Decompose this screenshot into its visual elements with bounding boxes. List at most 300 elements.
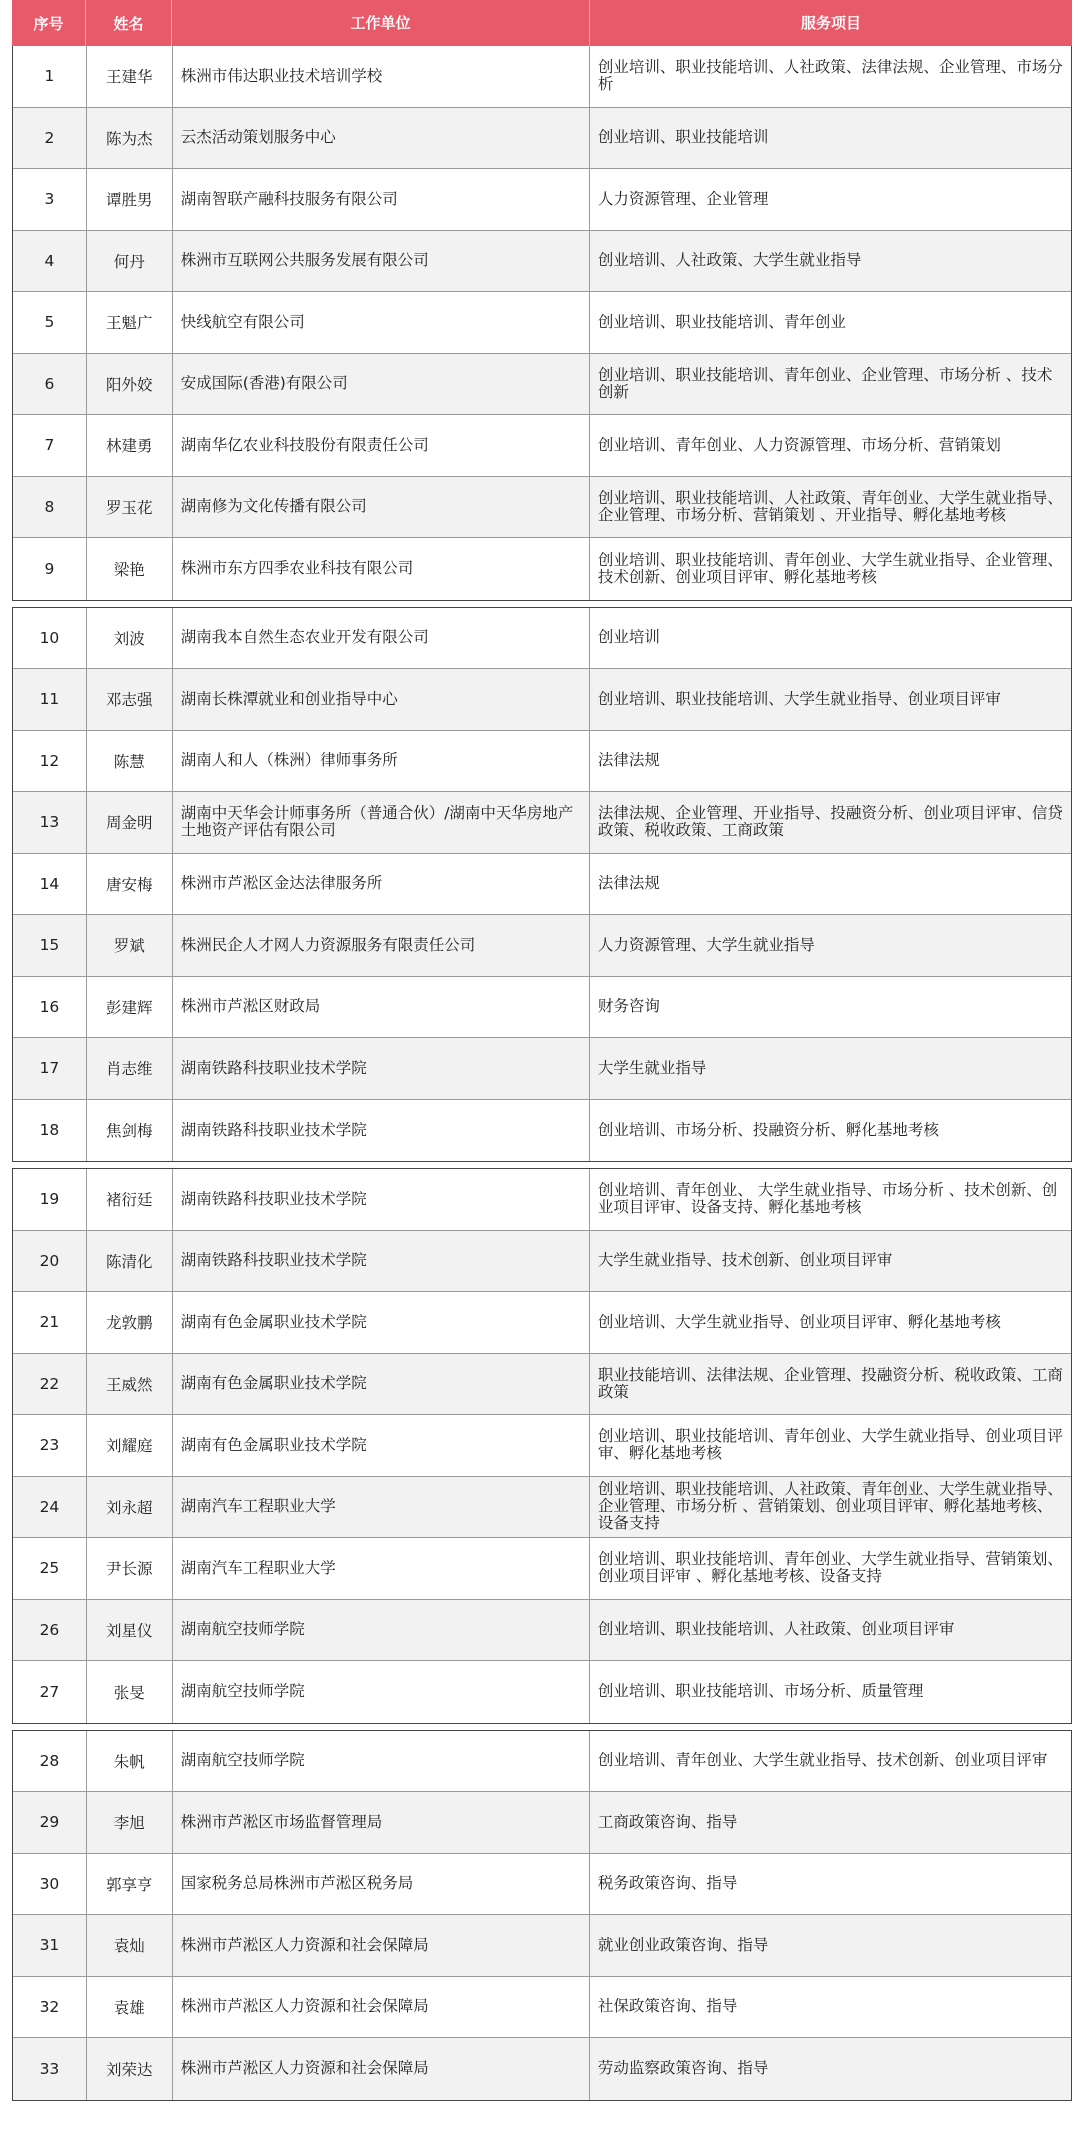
cell-name — [87, 1661, 173, 1723]
cell-unit — [173, 108, 590, 169]
cell-no-text: 2 — [44, 128, 55, 147]
cell-service — [590, 169, 1071, 230]
cell-unit — [173, 1169, 590, 1230]
cell-unit-text: 湖南修为文化传播有限公司 — [180, 497, 367, 516]
cell-no — [13, 608, 87, 669]
cell-name — [87, 46, 173, 107]
cell-no — [13, 169, 87, 230]
cell-no — [13, 1038, 87, 1099]
cell-service — [590, 1292, 1071, 1353]
cell-no — [13, 231, 87, 292]
cell-unit-text: 国家税务总局株洲市芦淞区税务局 — [180, 1874, 414, 1893]
cell-no — [13, 415, 87, 476]
cell-unit — [173, 1600, 590, 1661]
table-row — [13, 1100, 1071, 1162]
cell-service-text: 创业培训、职业技能培训、青年创业 — [597, 312, 846, 331]
cell-unit-text: 株洲市芦淞区金达法律服务所 — [180, 874, 383, 893]
cell-no — [13, 731, 87, 792]
cell-service — [590, 669, 1071, 730]
cell-name — [87, 1354, 173, 1415]
cell-service — [590, 1354, 1071, 1415]
cell-unit-text: 湖南铁路科技职业技术学院 — [180, 1251, 367, 1270]
cell-unit — [173, 1292, 590, 1353]
table-group — [12, 1168, 1072, 1724]
cell-name-text: 刘永超 — [106, 1498, 153, 1517]
cell-name-text: 唐安梅 — [106, 875, 153, 894]
cell-no — [13, 1977, 87, 2038]
cell-no — [13, 1915, 87, 1976]
cell-name — [87, 1038, 173, 1099]
cell-no-text: 20 — [39, 1251, 60, 1270]
cell-unit-text: 湖南有色金属职业技术学院 — [180, 1312, 367, 1331]
cell-service — [590, 1231, 1071, 1292]
cell-no-text: 24 — [39, 1497, 60, 1516]
cell-unit — [173, 792, 590, 853]
cell-name — [87, 792, 173, 853]
cell-no-text: 33 — [39, 2059, 60, 2078]
cell-no-text: 19 — [39, 1190, 60, 1209]
cell-service-text: 创业培训、青年创业、 大学生就业指导、市场分析 、技术创新、创业项目评审、设备支持、孵化基地考核 — [597, 1181, 1058, 1217]
table-row — [13, 1354, 1071, 1416]
cell-name-text: 刘荣达 — [106, 2060, 153, 2079]
cell-no — [13, 1477, 87, 1538]
cell-service-text: 创业培训、职业技能培训、大学生就业指导、创业项目评审 — [597, 689, 1001, 708]
cell-no — [13, 669, 87, 730]
cell-unit-text: 株洲民企人才网人力资源服务有限责任公司 — [180, 935, 476, 954]
cell-unit — [173, 977, 590, 1038]
cell-service-text: 创业培训、职业技能培训、青年创业、大学生就业指导、营销策划、创业项目评审 、孵化基地考核、设备支持 — [597, 1550, 1063, 1586]
cell-name — [87, 108, 173, 169]
cell-no — [13, 1792, 87, 1853]
cell-service-text: 劳动监察政策咨询、指导 — [597, 2059, 769, 2078]
cell-name-text: 邓志强 — [106, 691, 153, 710]
cell-service — [590, 1600, 1071, 1661]
cell-name-text: 罗斌 — [113, 937, 145, 956]
cell-no — [13, 1354, 87, 1415]
cell-service — [590, 1731, 1071, 1792]
cell-service-text: 税务政策咨询、指导 — [597, 1874, 738, 1893]
cell-name-text: 阳外姣 — [106, 375, 153, 394]
cell-name-text: 谭胜男 — [106, 191, 153, 210]
cell-no-text: 29 — [39, 1813, 60, 1832]
cell-unit — [173, 1538, 590, 1599]
cell-unit — [173, 415, 590, 476]
cell-service-text: 创业培训、职业技能培训、人社政策、创业项目评审 — [597, 1620, 955, 1639]
cell-unit-text: 湖南我本自然生态农业开发有限公司 — [180, 628, 429, 647]
cell-unit-text: 湖南航空技师学院 — [180, 1620, 305, 1639]
table-row — [13, 231, 1071, 293]
cell-service — [590, 231, 1071, 292]
cell-name — [87, 1292, 173, 1353]
cell-service-text: 职业技能培训、法律法规、企业管理、投融资分析、税收政策、工商政策 — [597, 1365, 1063, 1401]
cell-unit — [173, 1915, 590, 1976]
cell-no-text: 27 — [39, 1682, 60, 1701]
cell-name-text: 王威然 — [106, 1375, 153, 1394]
table-row — [13, 415, 1071, 477]
cell-service-text: 创业培训 — [597, 628, 660, 647]
cell-no — [13, 915, 87, 976]
table-row — [13, 1415, 1071, 1477]
cell-service — [590, 731, 1071, 792]
cell-name-text: 朱帆 — [113, 1752, 145, 1771]
cell-unit-text: 株洲市互联网公共服务发展有限公司 — [180, 251, 429, 270]
cell-unit-text: 株洲市芦淞区市场监督管理局 — [180, 1812, 383, 1831]
cell-unit-text: 快线航空有限公司 — [180, 312, 305, 331]
table-row — [13, 2038, 1071, 2100]
cell-service — [590, 1854, 1071, 1915]
cell-no — [13, 977, 87, 1038]
table-row — [13, 169, 1071, 231]
cell-unit — [173, 669, 590, 730]
cell-no-text: 10 — [39, 628, 60, 647]
cell-name — [87, 538, 173, 600]
cell-unit-text: 株洲市芦淞区人力资源和社会保障局 — [180, 2059, 429, 2078]
cell-unit-text: 湖南铁路科技职业技术学院 — [180, 1189, 367, 1208]
cell-no — [13, 292, 87, 353]
cell-unit-text: 湖南人和人（株洲）律师事务所 — [180, 751, 398, 770]
cell-unit — [173, 1661, 590, 1723]
header-service: 服务项目 — [800, 13, 861, 32]
cell-unit — [173, 1792, 590, 1853]
cell-service — [590, 1100, 1071, 1162]
cell-unit-text: 湖南铁路科技职业技术学院 — [180, 1058, 367, 1077]
table-row — [13, 731, 1071, 793]
cell-service — [590, 477, 1071, 538]
cell-name-text: 肖志维 — [106, 1060, 153, 1079]
cell-no — [13, 792, 87, 853]
cell-service — [590, 977, 1071, 1038]
cell-no — [13, 1100, 87, 1162]
cell-service — [590, 1977, 1071, 2038]
cell-unit-text: 株洲市芦淞区财政局 — [180, 997, 321, 1016]
cell-no-text: 14 — [39, 874, 60, 893]
table-group — [12, 1730, 1072, 2101]
cell-service-text: 创业培训、青年创业、人力资源管理、市场分析、营销策划 — [597, 435, 1001, 454]
cell-service — [590, 1915, 1071, 1976]
table-row — [13, 292, 1071, 354]
cell-name-text: 尹长源 — [106, 1560, 153, 1579]
cell-no-text: 6 — [44, 374, 55, 393]
table-row — [13, 1792, 1071, 1854]
table-row — [13, 1977, 1071, 2039]
cell-service-text: 创业培训、职业技能培训、人社政策、青年创业、大学生就业指导、企业管理、市场分析、营销策划 、开业指导、孵化基地考核 — [597, 488, 1063, 524]
cell-unit — [173, 169, 590, 230]
cell-unit-text: 湖南汽车工程职业大学 — [180, 1558, 336, 1577]
cell-unit — [173, 1415, 590, 1476]
cell-service — [590, 1477, 1071, 1538]
cell-name — [87, 1915, 173, 1976]
cell-service-text: 法律法规 — [597, 874, 660, 893]
cell-no — [13, 354, 87, 415]
cell-unit — [173, 1231, 590, 1292]
table-row — [13, 915, 1071, 977]
cell-service-text: 财务咨询 — [597, 997, 660, 1016]
cell-name-text: 周金明 — [106, 814, 153, 833]
cell-no — [13, 1854, 87, 1915]
cell-service — [590, 46, 1071, 107]
cell-unit — [173, 1731, 590, 1792]
cell-name — [87, 1538, 173, 1599]
table-group — [12, 607, 1072, 1163]
cell-name-text: 郭享亨 — [106, 1875, 153, 1894]
cell-name — [87, 1100, 173, 1162]
cell-unit — [173, 1977, 590, 2038]
cell-service-text: 创业培训、职业技能培训、青年创业、大学生就业指导、创业项目评审、孵化基地考核 — [597, 1427, 1063, 1463]
cell-unit-text: 湖南智联产融科技服务有限公司 — [180, 189, 398, 208]
cell-name — [87, 669, 173, 730]
table-row — [13, 1231, 1071, 1293]
cell-no — [13, 1415, 87, 1476]
cell-service — [590, 1169, 1071, 1230]
cell-name — [87, 1477, 173, 1538]
cell-unit — [173, 354, 590, 415]
cell-unit — [173, 915, 590, 976]
cell-unit-text: 湖南中天华会计师事务所（普通合伙）/湖南中天华房地产土地资产评估有限公司 — [180, 804, 574, 840]
cell-unit — [173, 731, 590, 792]
cell-unit — [173, 477, 590, 538]
cell-service-text: 工商政策咨询、指导 — [597, 1812, 738, 1831]
cell-service-text: 创业培训、职业技能培训 — [597, 128, 769, 147]
cell-no-text: 26 — [39, 1620, 60, 1639]
cell-service — [590, 608, 1071, 669]
cell-no-text: 25 — [39, 1559, 60, 1578]
cell-service — [590, 1415, 1071, 1476]
table-row — [13, 108, 1071, 170]
cell-name — [87, 415, 173, 476]
cell-no-text: 9 — [44, 559, 55, 578]
cell-service-text: 人力资源管理、大学生就业指导 — [597, 935, 815, 954]
header-no: 序号 — [12, 0, 86, 46]
cell-name-text: 王建华 — [106, 68, 153, 87]
cell-unit — [173, 1477, 590, 1538]
cell-name-text: 褚衍廷 — [106, 1191, 153, 1210]
cell-unit — [173, 538, 590, 600]
cell-service-text: 创业培训、职业技能培训、人社政策、法律法规、企业管理、市场分析 — [597, 58, 1063, 94]
cell-name — [87, 1854, 173, 1915]
cell-name-text: 张旻 — [113, 1683, 145, 1702]
cell-no-text: 3 — [44, 190, 55, 209]
cell-no — [13, 1538, 87, 1599]
cell-no — [13, 1292, 87, 1353]
cell-service-text: 创业培训、职业技能培训、青年创业、大学生就业指导、企业管理、技术创新、创业项目评审、孵化基地考核 — [597, 550, 1063, 586]
cell-no-text: 13 — [39, 813, 60, 832]
cell-service-text: 大学生就业指导 — [597, 1058, 707, 1077]
cell-no-text: 12 — [39, 751, 60, 770]
cell-service-text: 创业培训、职业技能培训、市场分析、质量管理 — [597, 1682, 924, 1701]
cell-name — [87, 1169, 173, 1230]
cell-no — [13, 1231, 87, 1292]
cell-service-text: 就业创业政策咨询、指导 — [597, 1935, 769, 1954]
table-row — [13, 1915, 1071, 1977]
cell-service — [590, 415, 1071, 476]
cell-name — [87, 231, 173, 292]
cell-unit-text: 湖南航空技师学院 — [180, 1682, 305, 1701]
table-row — [13, 1661, 1071, 1723]
table-row — [13, 354, 1071, 416]
cell-no-text: 18 — [39, 1121, 60, 1140]
cell-service — [590, 1792, 1071, 1853]
cell-name-text: 刘耀庭 — [106, 1437, 153, 1456]
cell-no — [13, 46, 87, 107]
cell-service-text: 创业培训、人社政策、大学生就业指导 — [597, 251, 862, 270]
cell-name — [87, 854, 173, 915]
cell-name-text: 陈慧 — [113, 752, 145, 771]
cell-service-text: 创业培训、职业技能培训、人社政策、青年创业、大学生就业指导、企业管理、市场分析 、营销策划、创业项目评审、孵化基地考核、设备支持 — [597, 1480, 1063, 1533]
cell-unit-text: 湖南有色金属职业技术学院 — [180, 1374, 367, 1393]
cell-no — [13, 538, 87, 600]
cell-unit — [173, 608, 590, 669]
cell-service — [590, 538, 1071, 600]
cell-name — [87, 169, 173, 230]
table-row — [13, 1731, 1071, 1793]
cell-unit — [173, 1354, 590, 1415]
table-row — [13, 538, 1071, 600]
cell-no-text: 16 — [39, 997, 60, 1016]
cell-unit-text: 株洲市芦淞区人力资源和社会保障局 — [180, 1935, 429, 1954]
cell-unit-text: 安成国际(香港)有限公司 — [180, 374, 348, 393]
cell-name-text: 林建勇 — [106, 437, 153, 456]
table-header — [12, 0, 1072, 46]
cell-no-text: 21 — [39, 1313, 60, 1332]
cell-name-text: 袁灿 — [113, 1937, 145, 1956]
cell-unit-text: 云杰活动策划服务中心 — [180, 128, 336, 147]
cell-no — [13, 477, 87, 538]
cell-service — [590, 2038, 1071, 2100]
cell-service-text: 创业培训、大学生就业指导、创业项目评审、孵化基地考核 — [597, 1312, 1001, 1331]
cell-name — [87, 915, 173, 976]
cell-name — [87, 608, 173, 669]
cell-no — [13, 1169, 87, 1230]
cell-name-text: 梁艳 — [113, 560, 145, 579]
cell-no — [13, 1661, 87, 1723]
cell-no-text: 1 — [44, 67, 55, 86]
cell-name — [87, 1600, 173, 1661]
cell-unit — [173, 292, 590, 353]
cell-service-text: 法律法规、企业管理、开业指导、投融资分析、创业项目评审、信贷政策、税收政策、工商政策 — [597, 804, 1063, 840]
cell-name-text: 王魁广 — [106, 314, 153, 333]
table-row — [13, 1292, 1071, 1354]
cell-no-text: 23 — [39, 1436, 60, 1455]
mentor-table — [12, 0, 1072, 2101]
cell-service-text: 创业培训、青年创业、大学生就业指导、技术创新、创业项目评审 — [597, 1751, 1048, 1770]
cell-name — [87, 977, 173, 1038]
table-row — [13, 46, 1071, 108]
cell-service — [590, 1538, 1071, 1599]
cell-unit — [173, 1854, 590, 1915]
table-row — [13, 1038, 1071, 1100]
cell-service — [590, 292, 1071, 353]
cell-unit-text: 湖南汽车工程职业大学 — [180, 1497, 336, 1516]
cell-no-text: 7 — [44, 436, 55, 455]
cell-unit-text: 湖南长株潭就业和创业指导中心 — [180, 689, 398, 708]
cell-name — [87, 1231, 173, 1292]
cell-service-text: 社保政策咨询、指导 — [597, 1997, 738, 2016]
cell-name-text: 李旭 — [113, 1814, 145, 1833]
cell-no-text: 15 — [39, 936, 60, 955]
cell-service — [590, 354, 1071, 415]
cell-no-text: 11 — [39, 690, 60, 709]
cell-name-text: 彭建辉 — [106, 998, 153, 1017]
cell-name — [87, 2038, 173, 2100]
cell-name-text: 刘星仪 — [106, 1621, 153, 1640]
cell-no — [13, 854, 87, 915]
cell-service — [590, 792, 1071, 853]
cell-service-text: 大学生就业指导、技术创新、创业项目评审 — [597, 1251, 893, 1270]
table-row — [13, 1600, 1071, 1662]
cell-service — [590, 854, 1071, 915]
cell-unit — [173, 1038, 590, 1099]
cell-name-text: 陈为杰 — [106, 129, 153, 148]
cell-no-text: 5 — [44, 313, 55, 332]
cell-unit-text: 湖南华亿农业科技股份有限责任公司 — [180, 435, 429, 454]
cell-no-text: 22 — [39, 1374, 60, 1393]
cell-name — [87, 1731, 173, 1792]
table-row — [13, 1538, 1071, 1600]
cell-no — [13, 108, 87, 169]
cell-unit-text: 湖南铁路科技职业技术学院 — [180, 1120, 367, 1139]
cell-name-text: 龙敦鹏 — [106, 1314, 153, 1333]
cell-name — [87, 731, 173, 792]
table-row — [13, 669, 1071, 731]
header-name: 姓名 — [86, 0, 172, 46]
cell-service-text: 创业培训、职业技能培训、青年创业、企业管理、市场分析 、技术创新 — [597, 365, 1053, 401]
cell-unit-text: 株洲市东方四季农业科技有限公司 — [180, 559, 414, 578]
cell-unit-text: 株洲市伟达职业技术培训学校 — [180, 66, 383, 85]
cell-service — [590, 1661, 1071, 1723]
cell-no-text: 32 — [39, 1997, 60, 2016]
cell-service-text: 法律法规 — [597, 751, 660, 770]
cell-no-text: 30 — [39, 1874, 60, 1893]
table-row — [13, 1854, 1071, 1916]
cell-name — [87, 1792, 173, 1853]
cell-service-text: 创业培训、市场分析、投融资分析、孵化基地考核 — [597, 1120, 939, 1139]
cell-no — [13, 1731, 87, 1792]
cell-unit-text: 湖南有色金属职业技术学院 — [180, 1435, 367, 1454]
cell-unit-text: 湖南航空技师学院 — [180, 1751, 305, 1770]
table-row — [13, 854, 1071, 916]
table-row — [13, 1169, 1071, 1231]
table-row — [13, 477, 1071, 539]
cell-no-text: 28 — [39, 1751, 60, 1770]
table-group — [12, 46, 1072, 601]
cell-no — [13, 2038, 87, 2100]
table-row — [13, 792, 1071, 854]
cell-no-text: 31 — [39, 1936, 60, 1955]
cell-unit — [173, 854, 590, 915]
cell-unit — [173, 2038, 590, 2100]
cell-unit — [173, 231, 590, 292]
cell-name-text: 何丹 — [113, 252, 145, 271]
cell-name — [87, 1977, 173, 2038]
cell-name — [87, 1415, 173, 1476]
table-row — [13, 608, 1071, 670]
cell-service-text: 人力资源管理、企业管理 — [597, 189, 769, 208]
cell-name — [87, 477, 173, 538]
cell-name-text: 焦剑梅 — [106, 1122, 153, 1141]
cell-service — [590, 108, 1071, 169]
cell-unit — [173, 46, 590, 107]
table-body — [12, 46, 1072, 2101]
table-row — [13, 1477, 1071, 1539]
cell-unit — [173, 1100, 590, 1162]
cell-no — [13, 1600, 87, 1661]
cell-no-text: 4 — [44, 251, 55, 270]
cell-name-text: 罗玉花 — [106, 498, 153, 517]
cell-no-text: 17 — [39, 1059, 60, 1078]
header-unit: 工作单位 — [172, 0, 590, 46]
cell-name — [87, 292, 173, 353]
table-row — [13, 977, 1071, 1039]
